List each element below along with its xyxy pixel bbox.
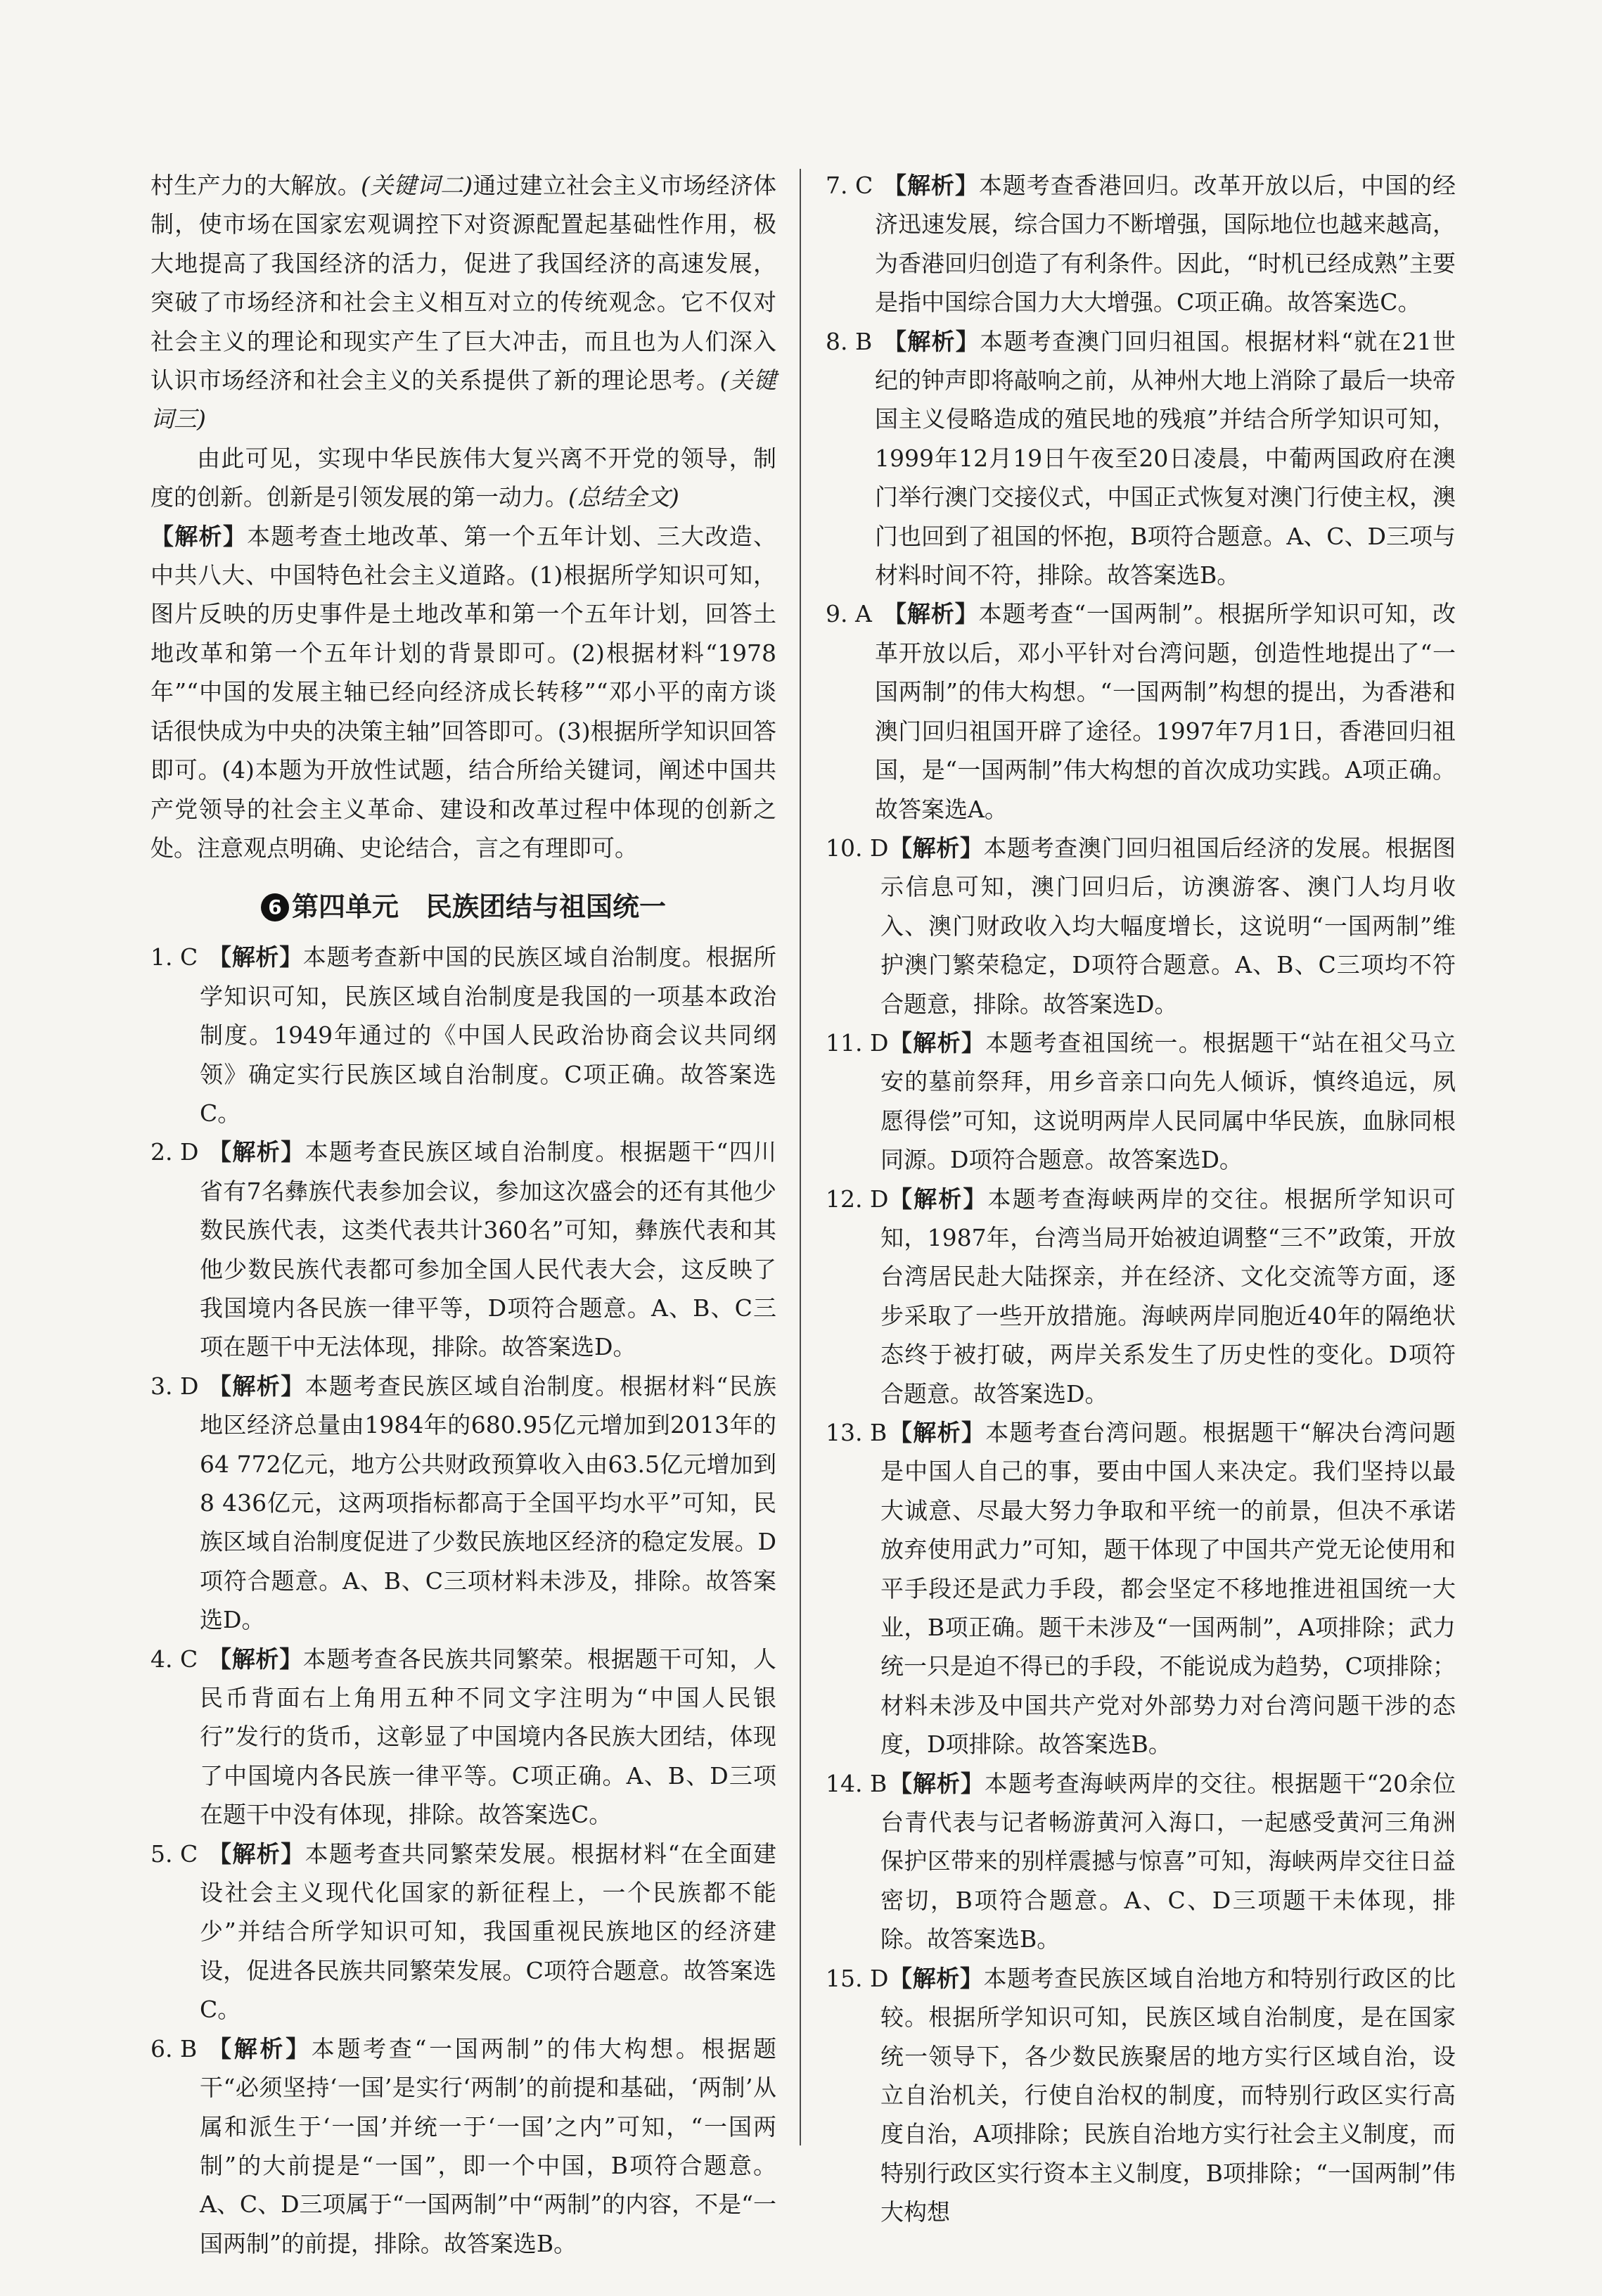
analysis-tag: 【解析】 [889, 1964, 984, 1992]
answer-number: 5. C [150, 1839, 198, 1868]
answer-number: 6. B [150, 2034, 198, 2062]
keyword-note: (关键词三) [150, 366, 777, 433]
right-column [826, 166, 1456, 2232]
analysis-tag: 【解析】 [208, 1138, 305, 1166]
answer-number: 10. D [826, 834, 889, 862]
analysis-tag: 【解析】 [208, 1645, 303, 1673]
analysis-tag: 【解析】 [889, 1419, 986, 1446]
answer-item-10: 10. D 【解析】本题考查澳门回归祖国后经济的发展。根据图示信息可知，澳门回归后，访澳游客、澳门人均月收入、澳门财政收入均大幅度增长，这说明“一国两制”维护澳门繁荣稳定，D项符合题意。A、B、C三项均不符合题意，排除。故答案选D。 [826, 829, 1456, 1023]
answer-number: 8. B [826, 327, 873, 355]
analysis-tag: 【解析】 [208, 2034, 312, 2062]
answer-number: 9. A [826, 600, 872, 628]
answer-number: 4. C [150, 1645, 198, 1673]
answer-item-4: 4. C 【解析】本题考查各民族共同繁荣。根据题干可知，人民币背面右上角用五种不同文字注明为“中国人民银行”发行的货币，这彰显了中国境内各民族大团结，体现了中国境内各民族一律平等。C项正确。A、B、D三项在题干中没有体现，排除。故答案选C。 [150, 1640, 776, 1835]
answer-number: 3. D [150, 1372, 199, 1400]
analysis-tag: 【解析】 [883, 600, 979, 628]
unit-title: 第四单元 [291, 891, 399, 923]
analysis-tag: 【解析】 [889, 1185, 988, 1213]
answer-number: 14. B [826, 1769, 887, 1797]
answer-item-8: 8. B 【解析】本题考查澳门回归祖国。根据材料“就在21世纪的钟声即将敲响之前，从神州大地上消除了最后一块帝国主义侵略造成的殖民地的残痕”并结合所学知识可知，1999年12月19日午夜至20日凌晨，中葡两国政府在澳门举行澳门交接仪式，中国正式恢复对澳门行使主权，澳门也回到了祖国的怀抱，B项符合题意。A、C、D三项与材料时间不符，排除。故答案选B。 [826, 322, 1456, 595]
answer-item-5: 5. C 【解析】本题考查共同繁荣发展。根据材料“在全面建设社会主义现代化国家的新征程上，一个民族都不能少”并结合所学知识可知，我国重视民族地区的经济建设，促进各民族共同繁荣发展。C项符合题意。故答案选C。 [150, 1835, 776, 2029]
answer-number: 13. B [826, 1419, 887, 1446]
answer-item-13: 13. B 【解析】本题考查台湾问题。根据题干“解决台湾问题是中国人自己的事，要由中国人来决定。我们坚持以最大诚意、尽最大努力争取和平统一的前景，但决不承诺放弃使用武力”可知，题干体现了中国共产党无论使用和平手段还是武力手段，都会坚定不移地推进祖国统一大业，B项正确。题干未涉及“一国两制”，A项排除；武力统一只是迫不得已的手段，不能说成为趋势，C项排除；材料未涉及中国共产党对外部势力对台湾问题干涉的态度，D项排除。故答案选B。 [826, 1413, 1456, 1764]
answer-item-6: 6. B 【解析】本题考查“一国两制”的伟大构想。根据题干“必须坚持‘一国’是实行‘两制’的前提和基础，‘两制’从属和派生于‘一国’并统一于‘一国’之内”可知，“一国两制”的大前提是“一国”，即一个中国，B项符合题意。A、C、D三项属于“一国两制”中“两制”的内容，不是“一国两制”的前提，排除。故答案选B。 [150, 2029, 776, 2263]
analysis-tag: 【解析】 [883, 172, 979, 199]
analysis-tag: 【解析】 [889, 834, 984, 862]
analysis-tag: 【解析】 [150, 522, 248, 550]
answer-number: 7. C [826, 172, 873, 199]
unit-subtitle: 民族团结与祖国统一 [425, 891, 667, 923]
answer-item-11: 11. D 【解析】本题考查祖国统一。根据题干“站在祖父马立安的墓前祭拜，用乡音亲口向先人倾诉，慎终追远，夙愿得偿”可知，这说明两岸人民同属中华民族，血脉同根同源。D项符合题意。故答案选D。 [826, 1023, 1456, 1180]
answer-item-1: 1. C 【解析】本题考查新中国的民族区域自治制度。根据所学知识可知，民族区域自治制度是我国的一项基本政治制度。1949年通过的《中国人民政治协商会议共同纲领》确定实行民族区域自治制度。C项正确。故答案选C。 [150, 938, 776, 1133]
answer-item-2: 2. D 【解析】本题考查民族区域自治制度。根据题干“四川省有7名彝族代表参加会议，参加这次盛会的还有其他少数民族代表，这类代表共计360名”可知，彝族代表和其他少数民族代表都可参加全国人民代表大会，这反映了我国境内各民族一律平等，D项符合题意。A、B、C三项在题干中无法体现，排除。故答案选D。 [150, 1133, 776, 1366]
answer-number: 2. D [150, 1138, 199, 1166]
unit-number-icon: 6 [261, 893, 289, 921]
answer-item-3: 3. D 【解析】本题考查民族区域自治制度。根据材料“民族地区经济总量由1984年的680.95亿元增加到2013年的64 772亿元，地方公共财政预算收入由63.5亿元增加到8 436亿元，这两项指标都高于全国平均水平”可知，民族区域自治制度促进了少数民族地区经济的稳定发展。D项符合题意。A、B、C三项材料未涉及，排除。故答案选D。 [150, 1367, 776, 1640]
analysis-tag: 【解析】 [208, 943, 303, 971]
analysis-tag: 【解析】 [889, 1028, 986, 1057]
left-column [150, 166, 776, 2263]
analysis-tag: 【解析】 [208, 1839, 305, 1868]
answer-item-12: 12. D 【解析】本题考查海峡两岸的交往。根据所学知识可知，1987年，台湾当局开始被迫调整“三不”政策，开放台湾居民赴大陆探亲，并在经济、文化交流等方面，逐步采取了一些开放措施。海峡两岸同胞近40年的隔绝状态终于被打破，两岸关系发生了历史性的变化。D项符合题意。故答案选D。 [826, 1180, 1456, 1413]
answer-number: 12. D [826, 1185, 889, 1213]
conclusion-paragraph: 由此可见，实现中华民族伟大复兴离不开党的领导，制度的创新。创新是引领发展的第一动力。(总结全文) [150, 444, 776, 511]
continuation-paragraph: 村生产力的大解放。(关键词二)通过建立社会主义市场经济体制，使市场在国家宏观调控下对资源配置起基础性作用，极大地提高了我国经济的活力，促进了我国经济的高速发展，突破了市场经济和社会主义相互对立的传统观念。它不仅对社会主义的理论和现实产生了巨大冲击，而且也为人们深入认识市场经济和社会主义的关系提供了新的理论思考。(关键词三) [150, 172, 777, 433]
analysis-tag: 【解析】 [883, 327, 980, 355]
column-divider [800, 169, 801, 2145]
answer-item-7: 7. C 【解析】本题考查香港回归。改革开放以后，中国的经济迅速发展，综合国力不断增强，国际地位也越来越高，为香港回归创造了有利条件。因此，“时机已经成熟”主要是指中国综合国力大大增强。C项正确。故答案选C。 [826, 166, 1456, 322]
keyword-note: (总结全文) [568, 483, 679, 511]
answer-item-14: 14. B 【解析】本题考查海峡两岸的交往。根据题干“20余位台青代表与记者畅游黄河入海口，一起感受黄河三角洲保护区带来的别样震撼与惊喜”可知，海峡两岸交往日益密切，B项符合题意。A、C、D三项题干未体现，排除。故答案选B。 [826, 1764, 1456, 1959]
answer-number: 15. D [826, 1964, 889, 1992]
answer-item-15: 15. D 【解析】本题考查民族区域自治地方和特别行政区的比较。根据所学知识可知，民族区域自治制度，是在国家统一领导下，各少数民族聚居的地方实行区域自治，设立自治机关，行使自治权的制度，而特别行政区实行高度自治，A项排除；民族自治地方实行社会主义制度，而特别行政区实行资本主义制度，B项排除；“一国两制”伟大构想 [826, 1959, 1456, 2232]
answer-number: 11. D [826, 1028, 889, 1057]
analysis-paragraph: 【解析】本题考查土地改革、第一个五年计划、三大改造、中共八大、中国特色社会主义道路。(1)根据所学知识可知，图片反映的历史事件是土地改革和第一个五年计划，回答土地改革和第一个五年计划的背景即可。(2)根据材料“1978年”“中国的发展主轴已经向经济成长转移”“邓小平的南方谈话很快成为中央的决策主轴”回答即可。(3)根据所学知识回答即可。(4)本题为开放性试题，结合所给关键词，阐述中国共产党领导的社会主义革命、建设和改革过程中体现的创新之处。注意观点明确、史论结合，言之有理即可。 [150, 522, 777, 862]
analysis-tag: 【解析】 [889, 1769, 985, 1797]
answer-number: 1. C [150, 943, 198, 971]
keyword-note: (关键词二) [361, 172, 473, 199]
answer-item-9: 9. A 【解析】本题考查“一国两制”。根据所学知识可知，改革开放以后，邓小平针对台湾问题，创造性地提出了“一国两制”的伟大构想。“一国两制”构想的提出，为香港和澳门回归祖国开辟了途径。1997年7月1日，香港回归祖国，是“一国两制”伟大构想的首次成功实践。A项正确。故答案选A。 [826, 594, 1456, 828]
unit-heading [150, 886, 776, 928]
analysis-tag: 【解析】 [208, 1372, 305, 1400]
